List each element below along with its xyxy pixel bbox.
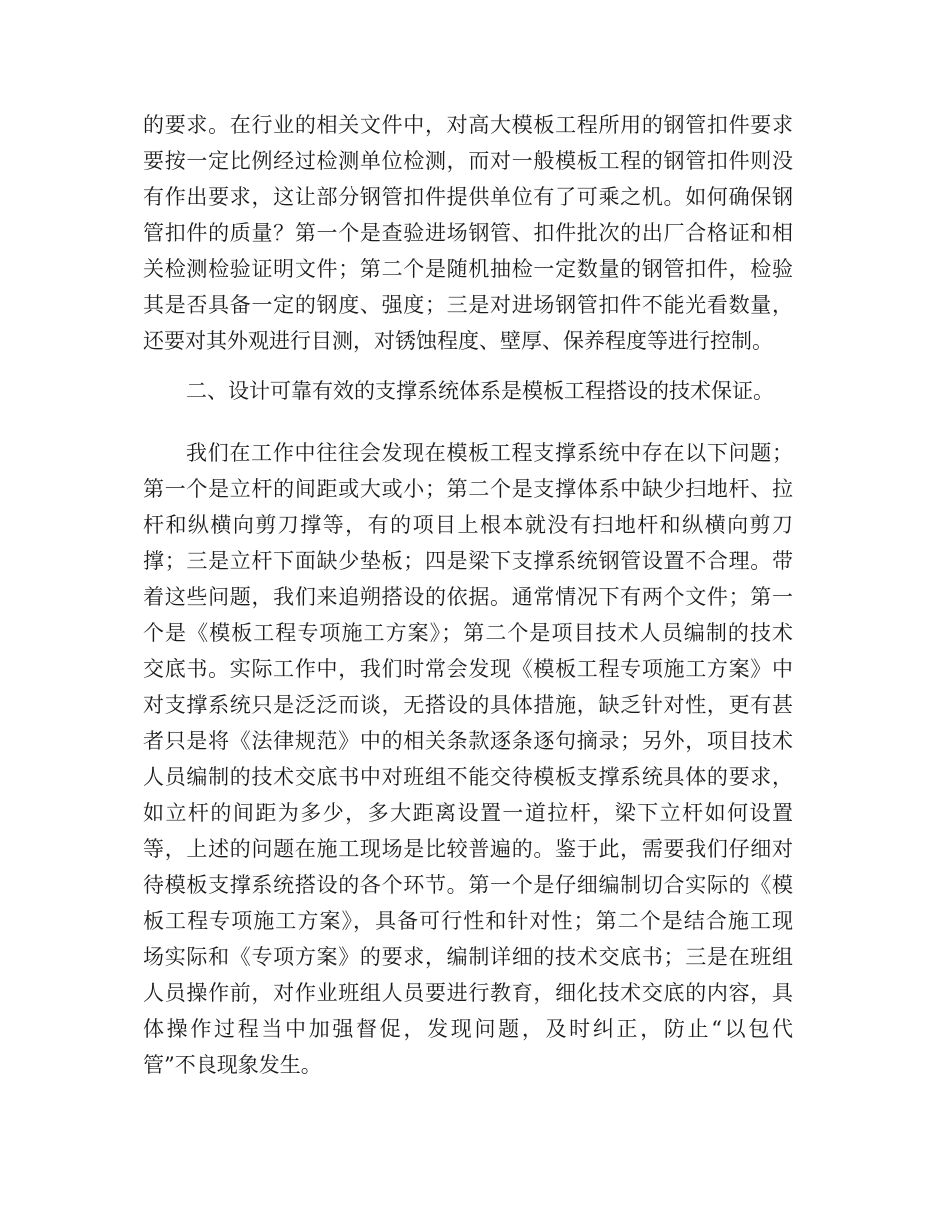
text-line: 杆和纵横向剪刀撑等，有的项目上根本就没有扫地杆和纵横向剪刀 — [143, 513, 793, 537]
text-line: 要按一定比例经过检测单位检测，而对一般模板工程的钢管扣件则没 — [143, 149, 793, 173]
text-line: 着这些问题，我们来追朔搭设的依据。通常情况下有两个文件；第一 — [143, 585, 793, 609]
text-line: 人员操作前，对作业班组人员要进行教育，细化技术交底的内容，具 — [143, 981, 793, 1005]
text-line: 管”不良现象发生。 — [143, 1053, 322, 1077]
text-line: 管扣件的质量？第一个是查验进场钢管、扣件批次的出厂合格证和相 — [143, 221, 793, 245]
text-line: 场实际和《专项方案》的要求，编制详细的技术交底书；三是在班组 — [143, 945, 793, 969]
text-line: 者只是将《法律规范》中的相关条款逐条逐句摘录；另外，项目技术 — [143, 729, 793, 753]
text-line: 关检测检验证明文件；第二个是随机抽检一定数量的钢管扣件，检验 — [143, 257, 793, 281]
text-line: 人员编制的技术交底书中对班组不能交待模板支撑系统具体的要求， — [143, 765, 793, 789]
section-heading: 二、设计可靠有效的支撑系统体系是模板工程搭设的技术保证。 — [186, 379, 774, 403]
text-line: 待模板支撑系统搭设的各个环节。第一个是仔细编制切合实际的《模 — [143, 873, 793, 897]
text-line: 体操作过程当中加强督促，发现问题，及时纠正，防止“以包代 — [143, 1017, 793, 1041]
text-line: 个是《模板工程专项施工方案》；第二个是项目技术人员编制的技术 — [143, 621, 793, 645]
text-line: 板工程专项施工方案》，具备可行性和针对性；第二个是结合施工现 — [143, 909, 793, 933]
text-line: 对支撑系统只是泛泛而谈，无搭设的具体措施，缺乏针对性，更有甚 — [143, 693, 793, 717]
text-line: 如立杆的间距为多少，多大距离设置一道拉杆，梁下立杆如何设置 — [143, 801, 793, 825]
text-line: 等，上述的问题在施工现场是比较普遍的。鉴于此，需要我们仔细对 — [143, 837, 793, 861]
text-line: 撑；三是立杆下面缺少垫板；四是梁下支撑系统钢管设置不合理。带 — [143, 549, 793, 573]
text-line: 其是否具备一定的钢度、强度；三是对进场钢管扣件不能光看数量， — [143, 293, 793, 317]
text-line: 我们在工作中往往会发现在模板工程支撑系统中存在以下问题； — [186, 441, 793, 465]
text-line: 的要求。在行业的相关文件中，对高大模板工程所用的钢管扣件要求 — [143, 113, 793, 137]
text-line: 交底书。实际工作中，我们时常会发现《模板工程专项施工方案》中 — [143, 657, 793, 681]
text-line: 有作出要求，这让部分钢管扣件提供单位有了可乘之机。如何确保钢 — [143, 185, 793, 209]
text-line: 第一个是立杆的间距或大或小；第二个是支撑体系中缺少扫地杆、拉 — [143, 477, 793, 501]
text-line: 还要对其外观进行目测，对锈蚀程度、壁厚、保养程度等进行控制。 — [143, 329, 773, 353]
